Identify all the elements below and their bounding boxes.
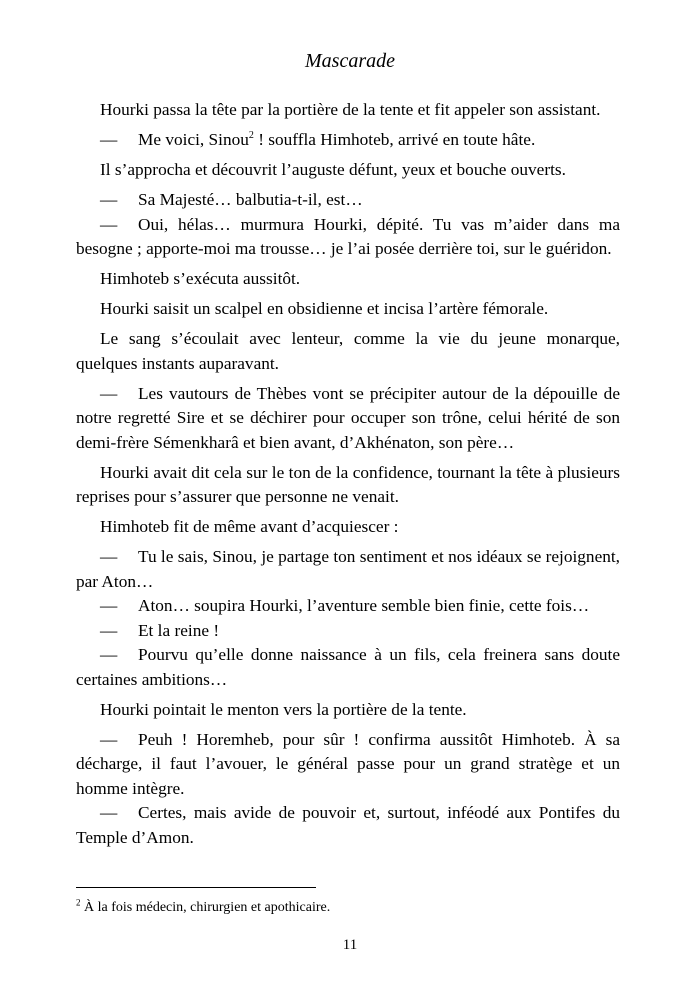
paragraph: Himhoteb s’exécuta aussitôt. bbox=[100, 269, 301, 288]
footnote-separator bbox=[76, 887, 316, 888]
dialogue-dash: — bbox=[100, 130, 118, 149]
dialogue-line: — Les vautours de Thèbes vont se précipiter autour de la dépouille de notre regretté Sire et se déchirer pour occuper son trône, celui hérité de son demi-frère Sémenkharâ et bien avant, d’Akhénaton, son père… bbox=[76, 383, 620, 452]
dialogue-line: — Oui, hélas… murmura Hourki, dépité. Tu vas m’aider dans ma besogne ; apporte-moi ma trousse… je l’ai posée derrière toi, sur le guéridon. bbox=[76, 214, 620, 258]
dialogue-line: — Pourvu qu’elle donne naissance à un fils, cela freinera sans doute certaines ambitions… bbox=[76, 645, 620, 689]
page-number: 11 bbox=[342, 937, 358, 953]
paragraph: Il s’approcha et découvrit l’auguste défunt, yeux et bouche ouverts. bbox=[100, 160, 566, 179]
dialogue-dash: — bbox=[100, 803, 118, 822]
running-header bbox=[0, 50, 700, 73]
dialogue-dash: — bbox=[100, 214, 118, 234]
dialogue-dash: — bbox=[100, 383, 118, 403]
paragraph: Hourki passa la tête par la portière de la tente et fit appeler son assistant. bbox=[100, 100, 601, 119]
footnote bbox=[76, 899, 620, 917]
footnote-reference: 2 bbox=[248, 130, 254, 142]
dialogue-dash: — bbox=[100, 620, 118, 640]
dialogue-line: — Me voici, Sinou$^2$ ! souffla Himhoteb, arrivé en toute hâte. bbox=[76, 128, 620, 153]
dialogue-dash: — bbox=[100, 596, 118, 615]
dialogue-line: — Aton… soupira Hourki, l’aventure semble bien finie, cette fois… bbox=[76, 594, 620, 619]
body-text bbox=[76, 98, 620, 850]
dialogue-line: — Et la reine ! bbox=[76, 619, 620, 644]
dialogue-line: — Certes, mais avide de pouvoir et, surtout, inféodé aux Pontifes du Temple d’Amon. bbox=[76, 803, 620, 847]
dialogue-dash: — bbox=[100, 190, 118, 209]
paragraph: Hourki avait dit cela sur le ton de la confidence, tournant la tête à plusieurs reprises pour s’assurer que personne ne venait. bbox=[76, 462, 620, 506]
footnote-text: À la fois médecin, chirurgien et apothicaire. bbox=[80, 900, 331, 915]
paragraph: Hourki pointait le menton vers la portière de la tente. bbox=[100, 699, 467, 719]
running-header-title: Mascarade bbox=[305, 50, 395, 72]
footnote-number: 2 bbox=[76, 897, 81, 908]
dialogue-line: — Tu le sais, Sinou, je partage ton sentiment et nos idéaux se rejoignent, par Aton… bbox=[76, 547, 620, 591]
dialogue-line: — Sa Majesté… balbutia-t-il, est… bbox=[76, 188, 620, 213]
dialogue-dash: — bbox=[100, 729, 118, 749]
dialogue-line: — Peuh ! Horemheb, pour sûr ! confirma aussitôt Himhoteb. À sa décharge, il faut l’avouer, le général passe pour un grand stratège et un homme intègre. bbox=[76, 729, 620, 798]
paragraph: Himhoteb fit de même avant d’acquiescer : bbox=[100, 517, 399, 536]
paragraph: Le sang s’écoulait avec lenteur, comme la vie du jeune monarque, quelques instants auparavant. bbox=[76, 329, 620, 373]
dialogue-dash: — bbox=[100, 645, 118, 664]
dialogue-dash: — bbox=[100, 547, 118, 566]
paragraph: Hourki saisit un scalpel en obsidienne et incisa l’artère fémorale. bbox=[100, 299, 549, 318]
